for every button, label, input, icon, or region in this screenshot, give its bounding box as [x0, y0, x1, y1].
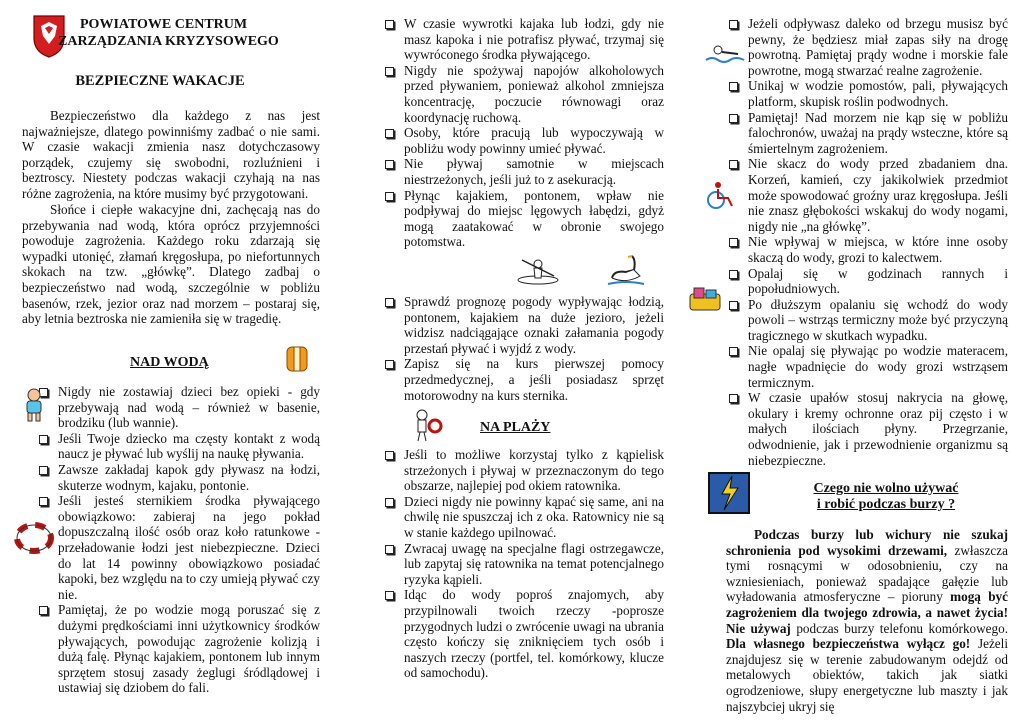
- list-item-text: Osoby, które pracują lub wypoczywają w pobliżu wody powinny umieć pływać.: [404, 125, 664, 156]
- nad-woda-list-item: [382, 16, 664, 63]
- checkbox-bullet-icon: [385, 129, 394, 138]
- checkbox-bullet-icon: [385, 67, 394, 76]
- na-plazy-list-item: [726, 297, 1008, 344]
- nad-woda-list-item: [382, 63, 664, 125]
- checkbox-bullet-icon: [385, 591, 394, 600]
- swan-icon: [606, 252, 646, 288]
- na-plazy-list-item: [382, 587, 664, 681]
- storm-heading: [786, 481, 986, 512]
- nad-woda-list-item: [36, 493, 320, 602]
- checkbox-bullet-icon: [729, 238, 738, 247]
- intro-paragraph-2: Słońce i ciepłe wakacyjne dni, zachęcają nas do przebywania nad wodą, która oprócz przyjemności powoduje zagrożenia. Każdego roku zdarzają się wypadki utonięć, złamań kręgosłupa, po niefortunnych skokach na tzw. „główkę”. Dlatego zadbaj o bezpieczeństwo nad wodą, szczególnie w pobliżu basenów, rzek, jezior oraz nad morzem – postaraj się, aby letnia beztroska nie zamieniła się w tragedię.: [22, 202, 320, 327]
- na-plazy-list-item: [382, 447, 664, 494]
- list-item-text: Jeśli Twoje dziecko ma częsty kontakt z wodą naucz je pływać lub wyślij na naukę pływania.: [58, 430, 320, 462]
- na-plazy-list-item: [726, 110, 1008, 157]
- section-heading-nad-woda: NAD WODĄ: [130, 355, 209, 370]
- list-item-text: Jeśli to możliwe korzystaj tylko z kąpielisk strzeżonych i pływaj w przeznaczonym do tego obszarze, najlepiej pod okiem ratownika.: [404, 447, 664, 494]
- storm-paragraph: [726, 527, 1008, 714]
- nad-woda-list-col1: [36, 384, 320, 696]
- checkbox-bullet-icon: [39, 606, 48, 615]
- nad-woda-list-item: [382, 156, 664, 187]
- list-item-text: Zwracaj uwagę na specjalne flagi ostrzegawcze, lub zapytaj się ratownika na temat potencjalnego ryzyka kąpieli.: [404, 540, 664, 587]
- list-item-text: Pamiętaj! Nad morzem nie kąp się w pobliżu falochronów, uważaj na prądy wsteczne, które są śmiertelnym zagrożeniem.: [748, 109, 1008, 156]
- list-item-text: Nie opalaj się pływając po wodzie materacem, nagłe wpadnięcie do wody grozi wstrząsem termicznym.: [748, 343, 1008, 390]
- list-item-text: Nie skacz do wody przed zbadaniem dna. Korzeń, kamień, czy jakikolwiek przedmiot może spowodować groźny uraz kręgosłupa. Jeśli nie znasz głębokości wskakuj do wody nogami, nigdy nie „na główkę”.: [748, 156, 1008, 234]
- na-plazy-list-item: [382, 541, 664, 588]
- checkbox-bullet-icon: [39, 435, 48, 444]
- na-plazy-list-col2: [382, 447, 664, 681]
- document-title: BEZPIECZNE WAKACJE: [75, 73, 245, 89]
- checkbox-bullet-icon: [729, 347, 738, 356]
- na-plazy-list-col3: [726, 16, 1008, 468]
- list-item-text: Jeżeli odpływasz daleko od brzegu musisz być pewny, że będziesz miał zapas siły na drogę powrotną. Pamiętaj prądy wodne i morskie fale powrotne, mogą stwarzać realne zagrożenie.: [748, 16, 1008, 78]
- na-plazy-list-item: [726, 343, 1008, 390]
- nad-woda-list-item: [382, 125, 664, 156]
- na-plazy-list-item: [726, 78, 1008, 109]
- storm-text-4: podczas burzy telefonu komórkowego.: [790, 620, 1008, 636]
- list-item-text: W czasie upałów stosuj nakrycia na głowę, okulary i kremy ochronne oraz pij często i w małych ilościach płyny. Przegrzanie, odwodnienie, jak i przewodnienie organizmu są niebezpieczne.: [748, 390, 1008, 468]
- org-name-line2: ZARZĄDZANIA KRYZYSOWEGO: [58, 34, 279, 49]
- checkbox-bullet-icon: [729, 82, 738, 91]
- list-item-text: W czasie wywrotki kajaka lub łodzi, gdy nie masz kapoka i nie potrafisz pływać, trzymaj się wywróconego środka pływającego.: [404, 16, 664, 63]
- checkbox-bullet-icon: [729, 20, 738, 29]
- checkbox-bullet-icon: [385, 545, 394, 554]
- org-name-line1: POWIATOWE CENTRUM: [80, 17, 248, 32]
- life-jacket-icon: [284, 345, 310, 373]
- lightning-storm-icon: [708, 472, 750, 514]
- list-item-text: Płynąc kajakiem, pontonem, wpław nie podpływaj do miejsc lęgowych łabędzi, gdyż mogą zaatakować w obronie swojego potomstwa.: [404, 187, 664, 250]
- na-plazy-list-item: [726, 234, 1008, 265]
- life-buoy-icon: [14, 522, 54, 554]
- na-plazy-list-item: [726, 16, 1008, 78]
- list-item-text: Pamiętaj, że po wodzie mogą poruszać się z dużymi prędkościami inni użytkownicy środków pływających, powodując zagrożenie kolizją i dużą falę. Płynąc kajakiem, pontonem lub innym sprzętem stosuj zasady żeglugi śródlądowej i ustawiaj się dziobem do fali.: [58, 602, 320, 696]
- intro-paragraph-1: Bezpieczeństwo dla każdego z nas jest najważniejsze, dlatego powinniśmy zadbać o nie sami. W czasie wakacji zmienia nasz dotychczasowy porządek, czujemy się swobodni, rozluźnieni i beztroscy. Niestety podczas wakacji czyhają na nas różne zagrożenia, na które musimy być przygotowani.: [22, 108, 320, 201]
- list-item-text: Unikaj w wodzie pomostów, pali, pływających platform, skupisk roślin podwodnych.: [748, 78, 1008, 109]
- na-plazy-list-item: [382, 494, 664, 541]
- na-plazy-list-item: [726, 390, 1008, 468]
- checkbox-bullet-icon: [385, 20, 394, 29]
- nad-woda-list-item: [382, 188, 664, 250]
- list-item-text: Idąc do wody poproś znajomych, aby przypilnowali twoich rzeczy -poprosze przygodnych ludzi o zwrócenie uwagi na ubrania często kończy się zniknięciem tych osób i naszych rzeczy (portfel, tel. komórkowy, klucze od samochodu).: [404, 587, 664, 681]
- checkbox-bullet-icon: [385, 360, 394, 369]
- list-item-text: Opalaj się w godzinach rannych i popołudniowych.: [748, 265, 1008, 297]
- nad-woda-list-item: [36, 384, 320, 431]
- storm-text-1: Podczas burzy lub wichury nie szukaj schronienia pod wysokimi drzewami,: [726, 527, 1008, 558]
- beach-umbrella-icon: [688, 284, 722, 314]
- list-item-text: Nie pływaj samotnie w miejscach niestrzeżonych, jeśli już to z asekuracją.: [404, 156, 664, 187]
- lifeguard-icon: [410, 408, 444, 442]
- list-item-text: Po dłuższym opalaniu się wchodź do wody powoli – wstrząs termiczny może być przyczyną tragicznego w skutkach wypadku.: [748, 296, 1008, 343]
- nad-woda-list-item: [36, 602, 320, 696]
- wheelchair-icon: [704, 180, 736, 210]
- list-item-text: Dzieci nigdy nie powinny kąpać się same, ani na chwilę nie spuszczaj ich z oka. Ratownicy nie są w stanie każdego upilnować.: [404, 493, 664, 540]
- storm-text-5: Dla własnego bezpieczeństwa wyłącz go!: [726, 636, 971, 652]
- section-heading-na-plazy: NA PLAŻY: [480, 420, 551, 435]
- checkbox-bullet-icon: [39, 466, 48, 475]
- checkbox-bullet-icon: [729, 270, 738, 279]
- na-plazy-list-item: [726, 156, 1008, 234]
- nad-woda-list-item: [382, 356, 664, 403]
- list-item-text: Zawsze zakładaj kapok gdy pływasz na łodzi, skuterze wodnym, kajaku, pontonie.: [58, 461, 320, 493]
- list-item-text: Nigdy nie zostawiaj dzieci bez opieki - gdy przebywają nad wodą – również w basenie, brodziku (lub wannie).: [58, 384, 320, 431]
- checkbox-bullet-icon: [385, 160, 394, 169]
- list-item-text: Nie wpływaj w miejsca, w które inne osoby skaczą do wody, grozi to kalectwem.: [748, 234, 1008, 265]
- nad-woda-list-item: [382, 294, 664, 356]
- storm-text-6: Jeżeli znajdujesz się w terenie zabudowanym odejdź od metalowych obiektów, takich jak siatki ogrodzeniowe, słupy energetyczne lub maszty i jak najszybciej ukryj się: [726, 636, 1008, 714]
- storm-heading-line2: i robić podczas burzy ?: [816, 496, 956, 512]
- checkbox-bullet-icon: [729, 160, 738, 169]
- child-swimming-icon: [20, 388, 48, 422]
- checkbox-bullet-icon: [729, 394, 738, 403]
- nad-woda-list-col2-b: [382, 294, 664, 403]
- list-item-text: Zapisz się na kurs pierwszej pomocy przedmedycznej, a jeśli posiadasz sprzęt motorowodny na kurs sternika.: [404, 356, 664, 403]
- swimmer-icon: [704, 40, 746, 66]
- nad-woda-list-item: [36, 431, 320, 462]
- nad-woda-list-item: [36, 462, 320, 493]
- storm-heading-line1: Czego nie wolno używać: [813, 481, 959, 496]
- checkbox-bullet-icon: [385, 298, 394, 307]
- na-plazy-list-item: [726, 266, 1008, 297]
- checkbox-bullet-icon: [385, 451, 394, 460]
- storm-text-3: mogą być zagrożeniem dla twojego zdrowia, a nawet życia! Nie używaj: [726, 589, 1008, 636]
- list-item-text: Sprawdź prognozę pogody wypływając łodzią, pontonem, kajakiem na duże jezioro, jeżeli widzisz nadciągające oznaki załamania pogody przestań pływać i wyjdź z wody.: [404, 294, 664, 356]
- storm-text-2: zwłaszcza tymi rosnącymi w odosobnieniu, czy na wzniesieniach, ponieważ spadające gałęzie lub wyładowania atmosferyczne – pioruny: [726, 542, 1008, 605]
- organization-header: [58, 16, 279, 50]
- checkbox-bullet-icon: [39, 497, 48, 506]
- checkbox-bullet-icon: [729, 114, 738, 123]
- list-item-text: Jeśli jesteś sternikiem środka pływającego obowiązkowo: zabieraj na jego pokład dopuszczalną ilość osób oraz koło ratunkowe - przeładowanie łodzi jest niebezpieczne. Dzieci do lat 14 powinny obowiązkowo posiadać kapoki, bez względu na to czy umieją pływać czy nie.: [58, 493, 320, 602]
- checkbox-bullet-icon: [729, 301, 738, 310]
- checkbox-bullet-icon: [385, 498, 394, 507]
- kayaker-icon: [516, 254, 560, 288]
- list-item-text: Nigdy nie spożywaj napojów alkoholowych przed pływaniem, ponieważ alkohol zmniejsza koncentrację, poczucie równowagi oraz koordynację ruchową.: [404, 62, 664, 125]
- nad-woda-list-col2-a: [382, 16, 664, 250]
- checkbox-bullet-icon: [385, 192, 394, 201]
